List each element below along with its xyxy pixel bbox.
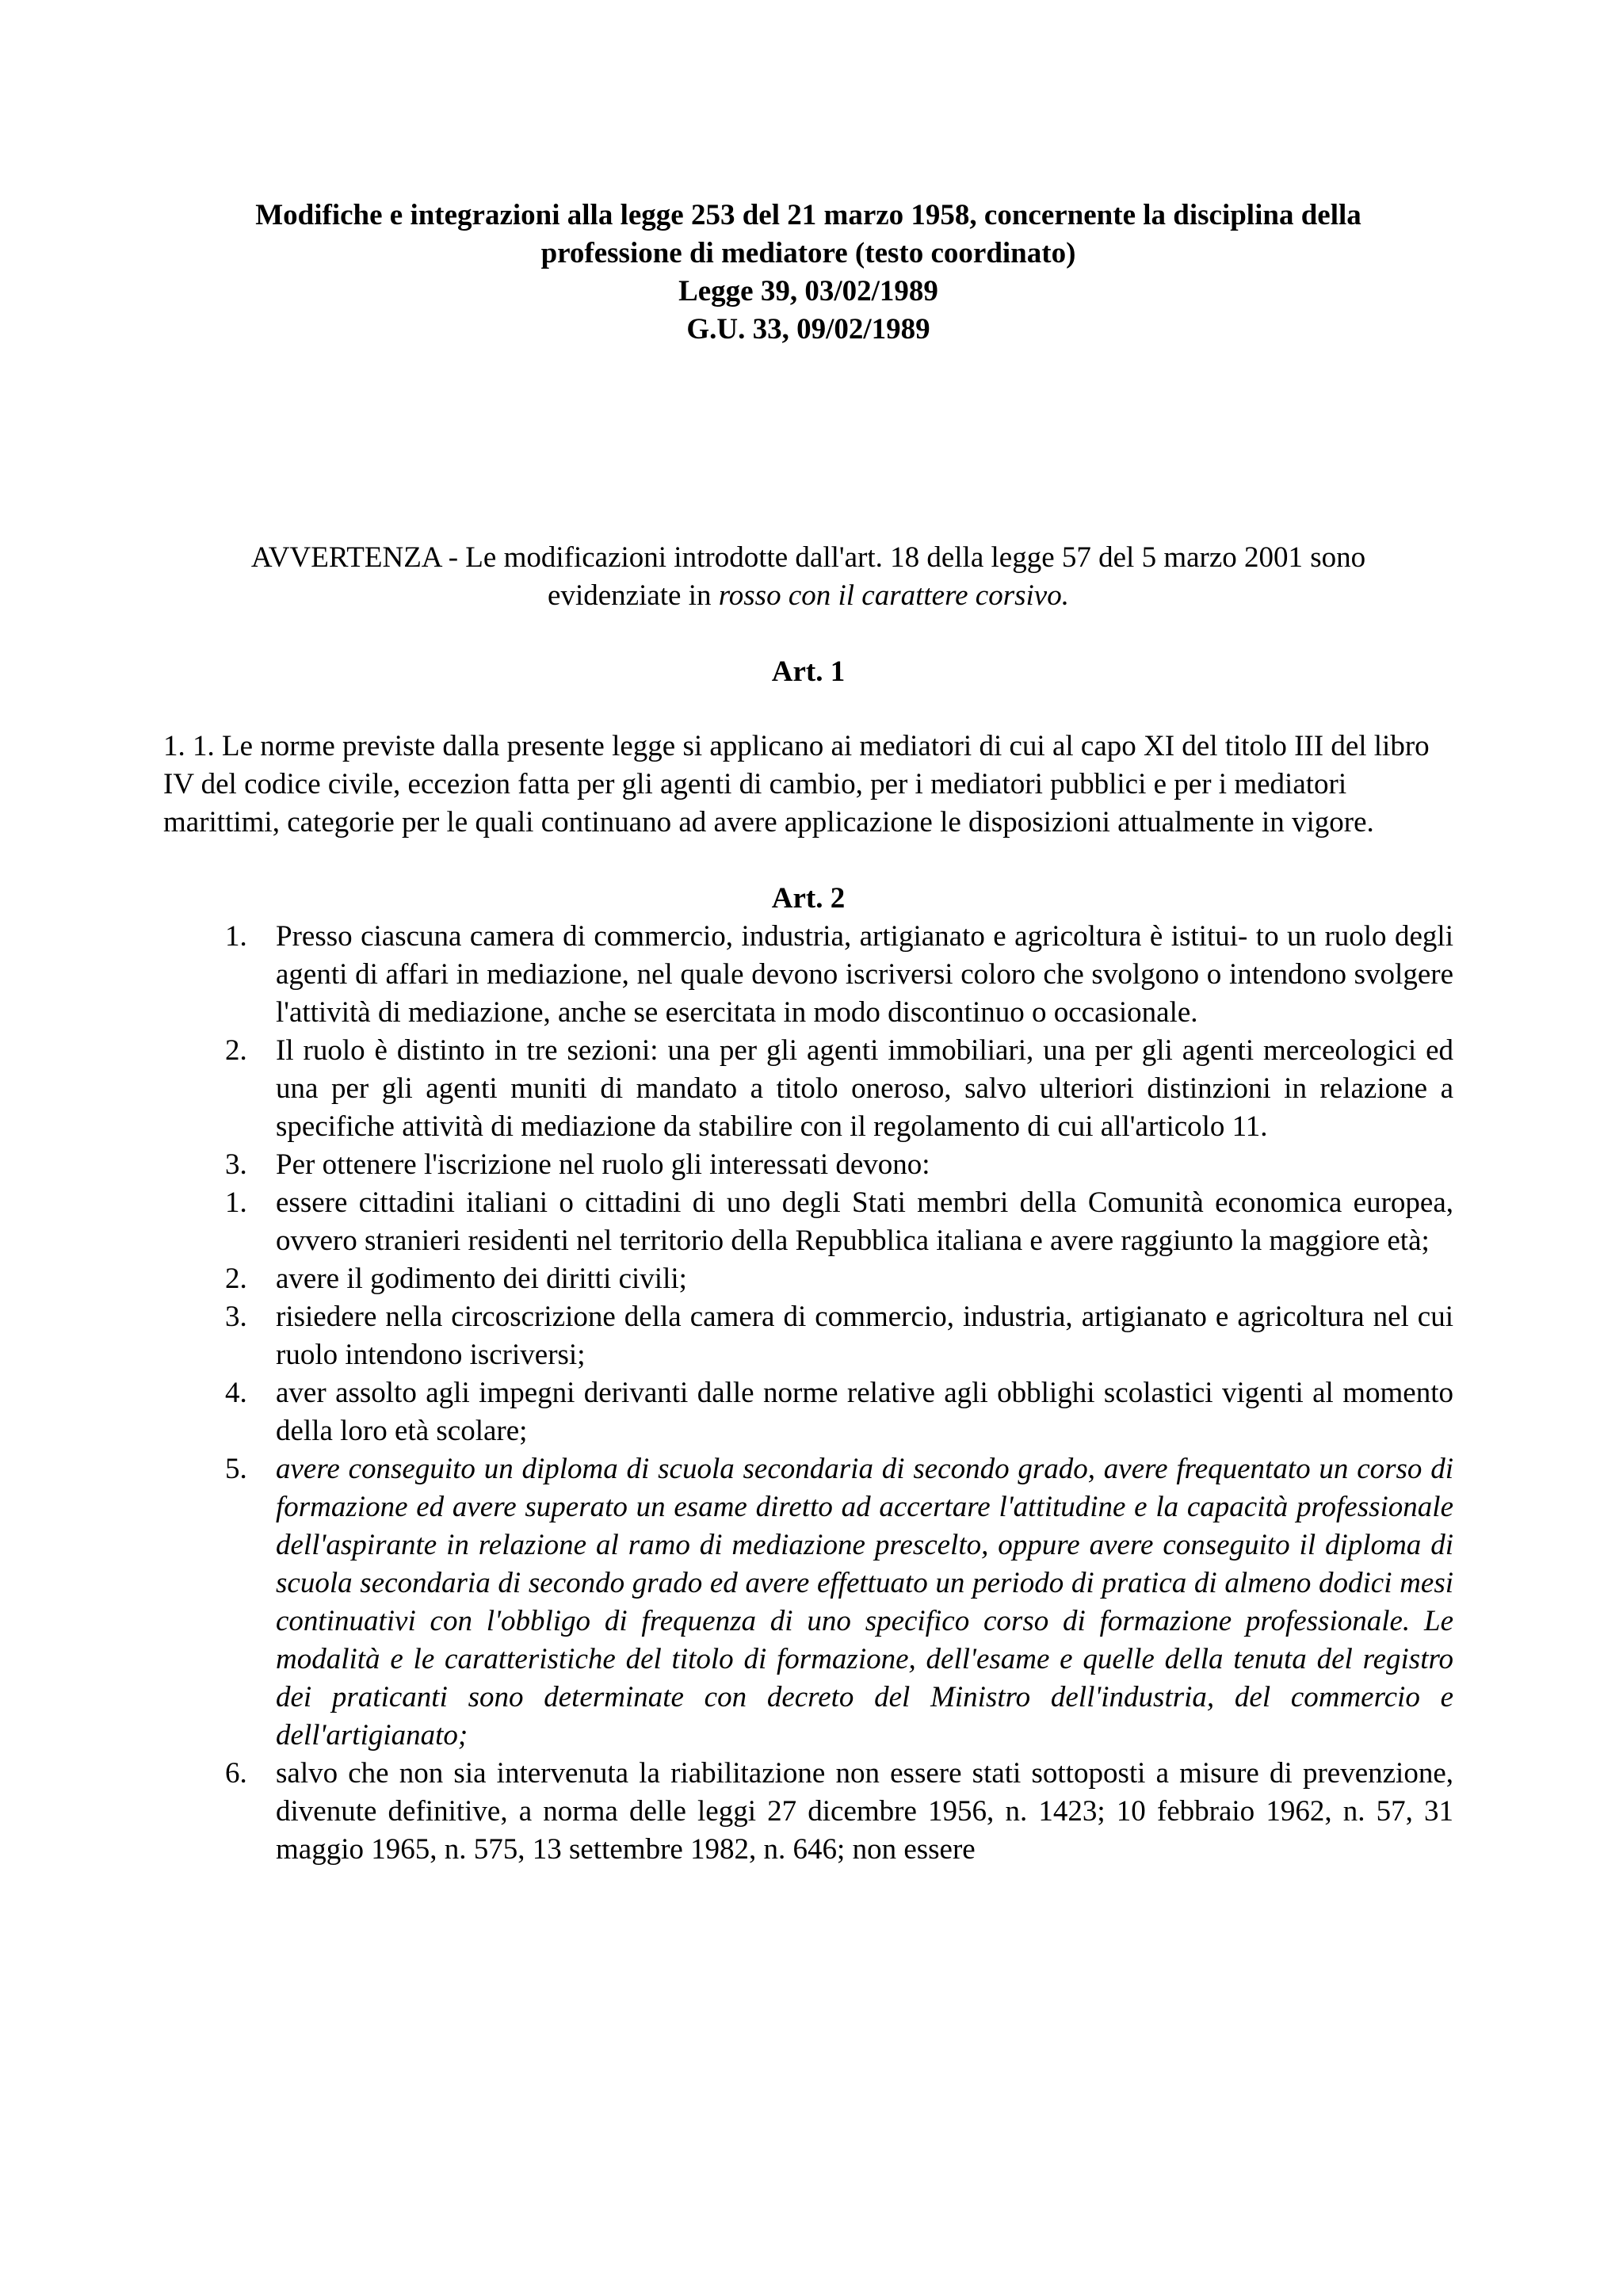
requirement-item [163,1450,1453,1755]
article-1-text: 1. 1. Le norme previste dalla presente legge si applicano ai mediatori di cui al capo XI del titolo III del libro IV del codice civile, eccezion fatta per gli agenti di cambio, per i mediatori pubblici e per i mediatori marittimi, categorie per le quali continuano ad avere applicazione le disposizioni attualmente in vigore. [163,730,1430,839]
article-2-heading: Art. 2 [771,882,846,915]
article-2-paragraph [163,918,1453,1032]
requirement-text-italic: avere conseguito un diploma di scuola secondaria di secondo grado, avere frequentato un corso di formazione ed avere superato un esame diretto ad accertare l'attitudine e la capacità professionale dell'aspirante in relazione al ramo di mediazione prescelto, oppure avere conseguito il diploma di scuola secondaria di secondo grado ed avere effettuato un periodo di pratica di almeno dodici mesi continuativi con l'obbligo di frequenza di uno specifico corso di formazione professionale. Le modalità e le caratteristiche del titolo di formazione, dell'esame e quelle della tenuta del registro dei praticanti sono determinate con decreto del Ministro dell'industria, del commercio e dell'artigianato; [276,1453,1453,1752]
paragraph-text: Il ruolo è distinto in tre sezioni: una per gli agenti immobiliari, una per gli agenti merceologici ed una per gli agenti muniti di mandato a titolo oneroso, salvo ulteriori distinzioni in relazione a specifiche attività di mediazione da stabilire con il regolamento di cui all'articolo 11. [276,1034,1453,1143]
list-number: 2. [225,1034,247,1067]
warning-notice [163,539,1453,615]
document-title [163,197,1453,349]
warning-line-1: AVVERTENZA - Le modificazioni introdotte dall'art. 18 della legge 57 del 5 marzo 2001 sono [250,541,1366,574]
paragraph-text: Per ottenere l'iscrizione nel ruolo gli interessati devono: [276,1148,930,1181]
registration-requirements [163,1184,1453,1869]
requirement-item [163,1298,1453,1374]
list-number: 2. [225,1263,247,1295]
title-line-2: professione di mediatore (testo coordinato) [540,237,1076,269]
list-number: 6. [225,1757,247,1790]
warning-line-2-italic: rosso con il carattere corsivo. [718,579,1069,612]
requirement-item [163,1374,1453,1450]
article-2-paragraph [163,1146,1453,1184]
requirement-text: risiedere nella circoscrizione della camera di commercio, industria, artigianato e agricoltura nel cui ruolo intendono iscriversi; [276,1301,1453,1371]
list-number: 5. [225,1453,247,1485]
article-2-paragraphs [163,918,1453,1184]
list-number: 1. [225,920,247,953]
requirement-text: essere cittadini italiani o cittadini di uno degli Stati membri della Comunità economica europea, ovvero stranieri residenti nel territorio della Repubblica italiana e avere raggiunto la maggiore età; [276,1186,1453,1257]
list-number: 1. [225,1186,247,1219]
requirement-text: avere il godimento dei diritti civili; [276,1263,687,1295]
warning-line-2-prefix: evidenziate in [548,579,719,612]
title-line-1: Modifiche e integrazioni alla legge 253 del 21 marzo 1958, concernente la disciplina della [255,199,1361,231]
requirement-text: aver assolto agli impegni derivanti dalle norme relative agli obblighi scolastici vigenti al momento della loro età scolare; [276,1377,1453,1447]
list-number: 3. [225,1148,247,1181]
article-2-paragraph [163,1032,1453,1146]
requirement-item [163,1260,1453,1298]
requirement-item [163,1755,1453,1869]
paragraph-text: Presso ciascuna camera di commercio, industria, artigianato e agricoltura è istitui- to un ruolo degli agenti di affari in mediazione, nel quale devono iscriversi coloro che svolgono o intendono svolgere l'attività di mediazione, anche se esercitata in modo discontinuo o occasionale. [276,920,1453,1029]
requirement-text: salvo che non sia intervenuta la riabilitazione non essere stati sottoposti a misure di prevenzione, divenute definitive, a norma delle leggi 27 dicembre 1956, n. 1423; 10 febbraio 1962, n. 57, 31 maggio 1965, n. 575, 13 settembre 1982, n. 646; non essere [276,1757,1453,1866]
title-line-3: Legge 39, 03/02/1989 [678,275,938,308]
warning-line-2 [163,577,1453,615]
document-content [163,197,1453,1869]
list-number: 3. [225,1301,247,1333]
article-1-heading: Art. 1 [771,655,846,688]
title-line-4: G.U. 33, 09/02/1989 [686,313,930,346]
list-number: 4. [225,1377,247,1409]
requirement-item [163,1184,1453,1260]
